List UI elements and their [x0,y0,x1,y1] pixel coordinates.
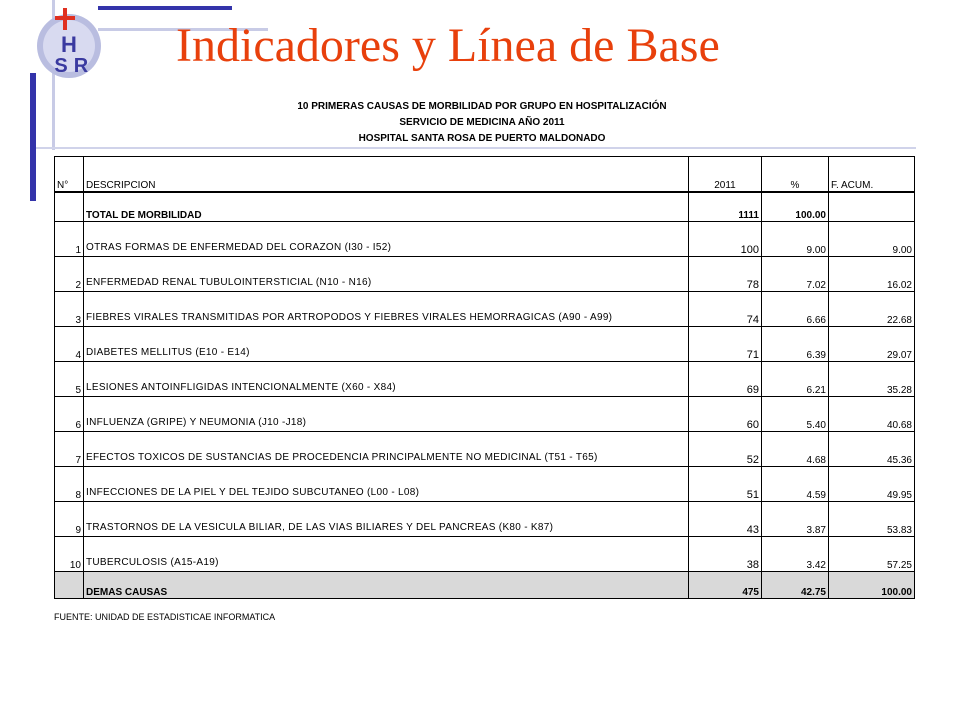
row-value: 74 [689,292,762,327]
row-cumulative: 22.68 [829,292,915,327]
row-value: 100 [689,222,762,257]
row-cumulative: 53.83 [829,502,915,537]
row-cumulative: 29.07 [829,327,915,362]
total-label: TOTAL DE MORBILIDAD [84,192,689,222]
row-percent: 9.00 [762,222,829,257]
row-description: EFECTOS TOXICOS DE SUSTANCIAS DE PROCEDENCIA PRINCIPALMENTE NO MEDICINAL (T51 - T65) [84,432,689,467]
header-num: N° [55,157,84,193]
row-value: 69 [689,362,762,397]
row-cumulative: 16.02 [829,257,915,292]
other-causes-label: DEMAS CAUSAS [84,572,689,599]
row-percent: 6.39 [762,327,829,362]
header-year: 2011 [689,157,762,193]
source-note: FUENTE: UNIDAD DE ESTADISTICAE INFORMATICA [54,612,276,622]
table-row [55,537,915,572]
row-num: 1 [55,222,84,257]
table-row [55,327,915,362]
other-causes-percent: 42.75 [762,572,829,599]
row-description: ENFERMEDAD RENAL TUBULOINTERSTICIAL (N10 - N16) [84,257,689,292]
row-description: DIABETES MELLITUS (E10 - E14) [84,327,689,362]
table-row [55,502,915,537]
row-percent: 4.59 [762,467,829,502]
slide-title: Indicadores y Línea de Base [176,19,720,72]
svg-text:H: H [61,32,77,57]
header-description: DESCRIPCION [84,157,689,193]
row-num: 9 [55,502,84,537]
report-heading-line-3: HOSPITAL SANTA ROSA DE PUERTO MALDONADO [358,133,606,144]
row-num: 8 [55,467,84,502]
header-percent: % [762,157,829,193]
row-value: 38 [689,537,762,572]
report-heading-line-1: 10 PRIMERAS CAUSAS DE MORBILIDAD POR GRUPO EN HOSPITALIZACIÓN [297,101,667,112]
morbidity-table [54,156,915,599]
row-percent: 7.02 [762,257,829,292]
total-num [55,192,84,222]
table-header-row [55,157,915,193]
row-num: 5 [55,362,84,397]
table-row [55,257,915,292]
row-description: TUBERCULOSIS (A15-A19) [84,537,689,572]
report-heading [232,99,732,147]
row-value: 78 [689,257,762,292]
row-description: FIEBRES VIRALES TRANSMITIDAS POR ARTROPODOS Y FIEBRES VIRALES HEMORRAGICAS (A90 - A99) [84,292,689,327]
row-num: 10 [55,537,84,572]
other-causes-row [55,572,915,599]
row-percent: 6.66 [762,292,829,327]
row-percent: 4.68 [762,432,829,467]
row-value: 60 [689,397,762,432]
row-value: 71 [689,327,762,362]
other-causes-value: 475 [689,572,762,599]
total-percent: 100.00 [762,192,829,222]
row-cumulative: 35.28 [829,362,915,397]
row-cumulative: 57.25 [829,537,915,572]
decor-line-horizontal-light-bottom [36,147,916,149]
row-percent: 3.42 [762,537,829,572]
row-num: 2 [55,257,84,292]
row-description: LESIONES ANTOINFLIGIDAS INTENCIONALMENTE (X60 - X84) [84,362,689,397]
other-causes-num [55,572,84,599]
row-value: 51 [689,467,762,502]
row-cumulative: 9.00 [829,222,915,257]
row-cumulative: 45.36 [829,432,915,467]
row-num: 7 [55,432,84,467]
row-description: INFLUENZA (GRIPE) Y NEUMONIA (J10 -J18) [84,397,689,432]
row-value: 43 [689,502,762,537]
table-row [55,292,915,327]
table-row [55,432,915,467]
table-row [55,362,915,397]
row-num: 6 [55,397,84,432]
row-cumulative: 49.95 [829,467,915,502]
row-percent: 5.40 [762,397,829,432]
hospital-hsr-logo-icon [33,4,111,80]
report-heading-line-2: SERVICIO DE MEDICINA AÑO 2011 [399,117,565,128]
total-cumulative [829,192,915,222]
total-value: 1111 [689,192,762,222]
row-num: 4 [55,327,84,362]
total-row [55,192,915,222]
row-description: TRASTORNOS DE LA VESICULA BILIAR, DE LAS VIAS BILIARES Y DEL PANCREAS (K80 - K87) [84,502,689,537]
other-causes-cumulative: 100.00 [829,572,915,599]
table-row [55,222,915,257]
svg-text:S: S [54,55,68,77]
row-percent: 3.87 [762,502,829,537]
decor-line-vertical-blue [30,73,36,201]
row-description: INFECCIONES DE LA PIEL Y DEL TEJIDO SUBCUTANEO (L00 - L08) [84,467,689,502]
table-row [55,397,915,432]
decor-line-horizontal-blue [98,6,232,10]
row-num: 3 [55,292,84,327]
row-description: OTRAS FORMAS DE ENFERMEDAD DEL CORAZON (I30 - I52) [84,222,689,257]
row-percent: 6.21 [762,362,829,397]
row-value: 52 [689,432,762,467]
row-cumulative: 40.68 [829,397,915,432]
svg-text:R: R [73,55,89,77]
table-row [55,467,915,502]
header-cumulative: F. ACUM. [829,157,915,193]
